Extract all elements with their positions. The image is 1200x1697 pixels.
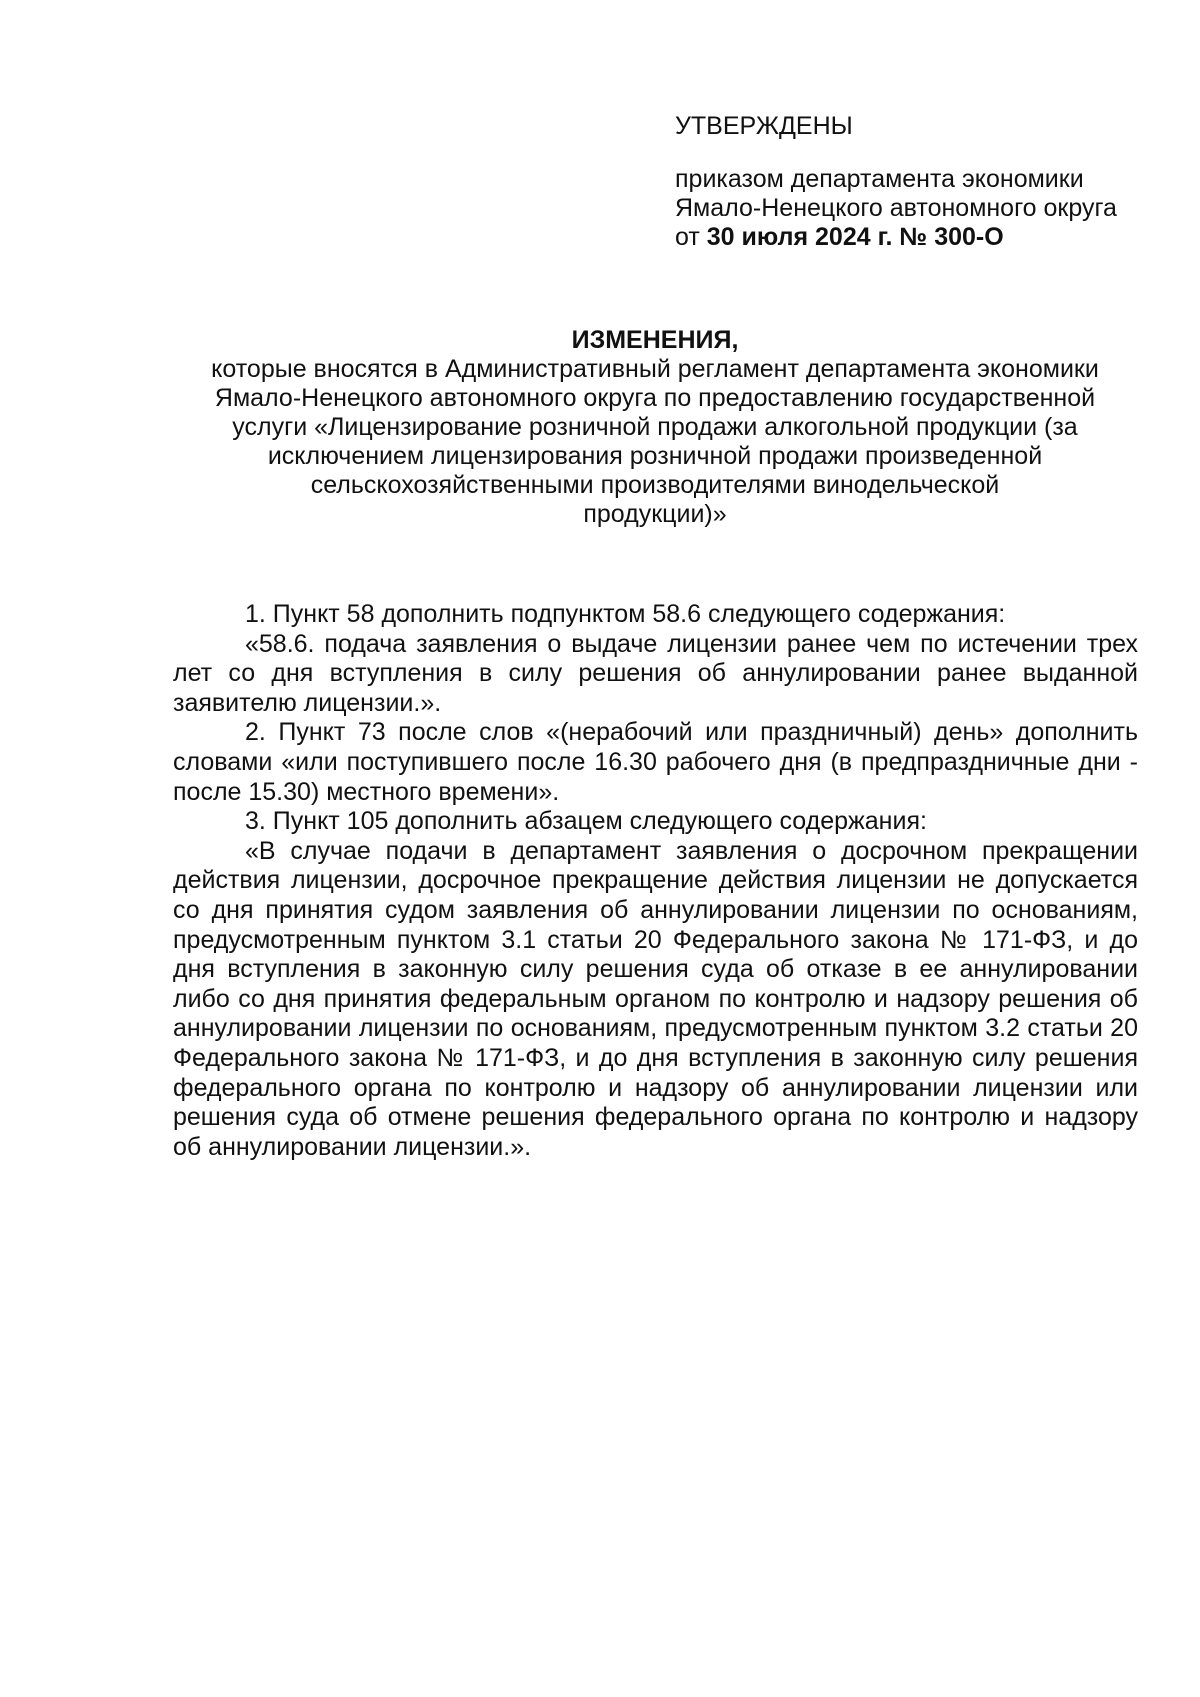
title-line: которые вносятся в Административный регламент департамента экономики (211, 355, 1099, 383)
document-title (170, 326, 1140, 529)
title-line: сельскохозяйственными производителями винодельческой (310, 471, 1000, 499)
title-line: исключением лицензирования розничной продажи произведенной (267, 442, 1043, 470)
document-body (173, 600, 1138, 1162)
paragraph-item-3: 3. Пункт 105 дополнить абзацем следующего содержания: (245, 807, 927, 836)
paragraph-item-2: 2. Пункт 73 после слов «(нерабочий или праздничный) день» дополнить словами «или поступившего после 16.30 рабочего дня (в предпраздничные дни - после 15.30) местного времени». (173, 718, 1138, 806)
title-line: услуги «Лицензирование розничной продажи алкогольной продукции (за (232, 413, 1078, 441)
approval-date-line (675, 223, 1175, 252)
title-line: продукции)» (583, 500, 727, 528)
title-heading: ИЗМЕНЕНИЯ, (571, 326, 739, 354)
approval-stamp: УТВЕРЖДЕНЫ (675, 112, 853, 140)
approval-order-line: приказом департамента экономики (675, 165, 1084, 193)
paragraph-item-1: 1. Пункт 58 дополнить подпунктом 58.6 следующего содержания: (245, 600, 1006, 628)
approval-date-prefix: от (675, 223, 707, 251)
paragraph-item-1-text: «58.6. подача заявления о выдаче лицензии ранее чем по истечении трех лет со дня вступления в силу решения об аннулировании ранее выданной заявителю лицензии.». (173, 629, 1138, 717)
approval-department-line: Ямало-Ненецкого автономного округа (675, 194, 1117, 222)
approval-date-number: 30 июля 2024 г. № 300-О (706, 223, 1004, 251)
paragraph-item-3-text: «В случае подачи в департамент заявления о досрочном прекращении действия лицензии, досрочное прекращение действия лицензии не допускается со дня принятия судом заявления об аннулировании лицензии по основаниям, предусмотренным пунктом 3.1 статьи 20 Федерального закона № 171-ФЗ, и до дня вступления в законную силу решения суда об отказе в ее аннулировании либо со дня принятия федеральным органом по контролю и надзору решения об аннулировании лицензии по основаниям, предусмотренным пунктом 3.2 статьи 20 Федерального закона № 171-ФЗ, и до дня вступления в законную силу решения федерального органа по контролю и надзору об аннулировании лицензии или решения суда об отмене решения федерального органа по контролю и надзору об аннулировании лицензии.». (173, 836, 1138, 1161)
approval-block (675, 112, 1175, 252)
title-line: Ямало-Ненецкого автономного округа по предоставлению государственной (214, 384, 1096, 412)
